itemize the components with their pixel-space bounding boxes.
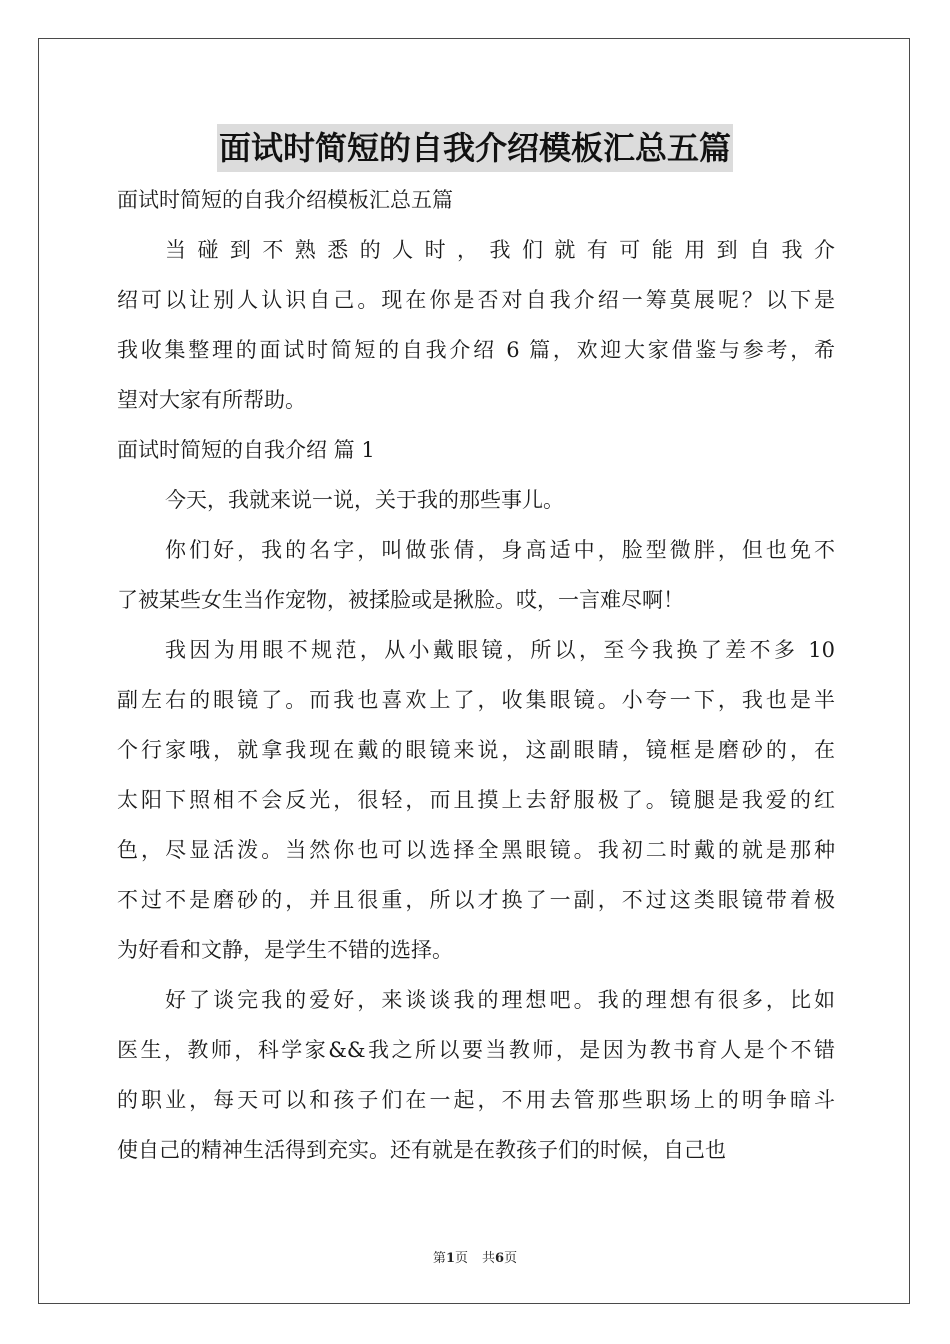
total-pages: 6 (495, 1251, 505, 1266)
document-body (117, 175, 835, 1175)
title-container (0, 124, 950, 172)
paragraph-line: 望对大家有所帮助。 (117, 388, 306, 412)
paragraph-line: 今天，我就来说一说，关于我的那些事儿。 (165, 488, 564, 512)
paragraph-line: 副左右的眼镜了。而我也喜欢上了，收集眼镜。小夸一下，我也是半 (117, 688, 835, 712)
paragraph-line: 太阳下照相不会反光，很轻，而且摸上去舒服极了。镜腿是我爱的红 (117, 788, 835, 812)
paragraph-line: 了被某些女生当作宠物，被揉脸或是揪脸。哎，一言难尽啊！ (117, 588, 684, 612)
page-suffix: 页 (454, 1251, 468, 1266)
paragraph-line: 为好看和文静，是学生不错的选择。 (117, 938, 453, 962)
paragraph-line: 医生，教师，科学家&&我之所以要当教师，是因为教书育人是个不错 (117, 1038, 835, 1062)
paragraph-line: 我收集整理的面试时简短的自我介绍 6 篇，欢迎大家借鉴与参考，希 (117, 338, 835, 362)
paragraph-line: 色，尽显活泼。当然你也可以选择全黑眼镜。我初二时戴的就是那种 (117, 838, 835, 862)
paragraph-line: 你们好，我的名字，叫做张倩，身高适中，脸型微胖，但也免不 (165, 538, 835, 562)
paragraph-line: 当碰到不熟悉的人时，我们就有可能用到自我介 (165, 238, 835, 262)
paragraph-line: 个行家哦，就拿我现在戴的眼镜来说，这副眼睛，镜框是磨砂的，在 (117, 738, 835, 762)
paragraph-line: 使自己的精神生活得到充实。还有就是在教孩子们的时候，自己也 (117, 1138, 726, 1162)
paragraph-line: 的职业，每天可以和孩子们在一起，不用去管那些职场上的明争暗斗 (117, 1088, 835, 1112)
page-footer (0, 1247, 950, 1266)
page-prefix: 第 (432, 1251, 446, 1266)
paragraph-line: 不过不是磨砂的，并且很重，所以才换了一副，不过这类眼镜带着极 (117, 888, 835, 912)
paragraph-line: 我因为用眼不规范，从小戴眼镜，所以，至今我换了差不多 10 (165, 638, 835, 662)
document-title: 面试时简短的自我介绍模板汇总五篇 (217, 124, 733, 172)
section-heading: 面试时简短的自我介绍 篇 1 (117, 438, 375, 462)
paragraph-line: 绍可以让别人认识自己。现在你是否对自我介绍一筹莫展呢？以下是 (117, 288, 835, 312)
paragraph-line: 好了谈完我的爱好，来谈谈我的理想吧。我的理想有很多，比如 (165, 988, 835, 1012)
total-suffix: 页 (504, 1251, 518, 1266)
page-current: 1 (445, 1251, 455, 1266)
total-prefix: 共 (482, 1251, 496, 1266)
subtitle-line: 面试时简短的自我介绍模板汇总五篇 (117, 188, 453, 212)
